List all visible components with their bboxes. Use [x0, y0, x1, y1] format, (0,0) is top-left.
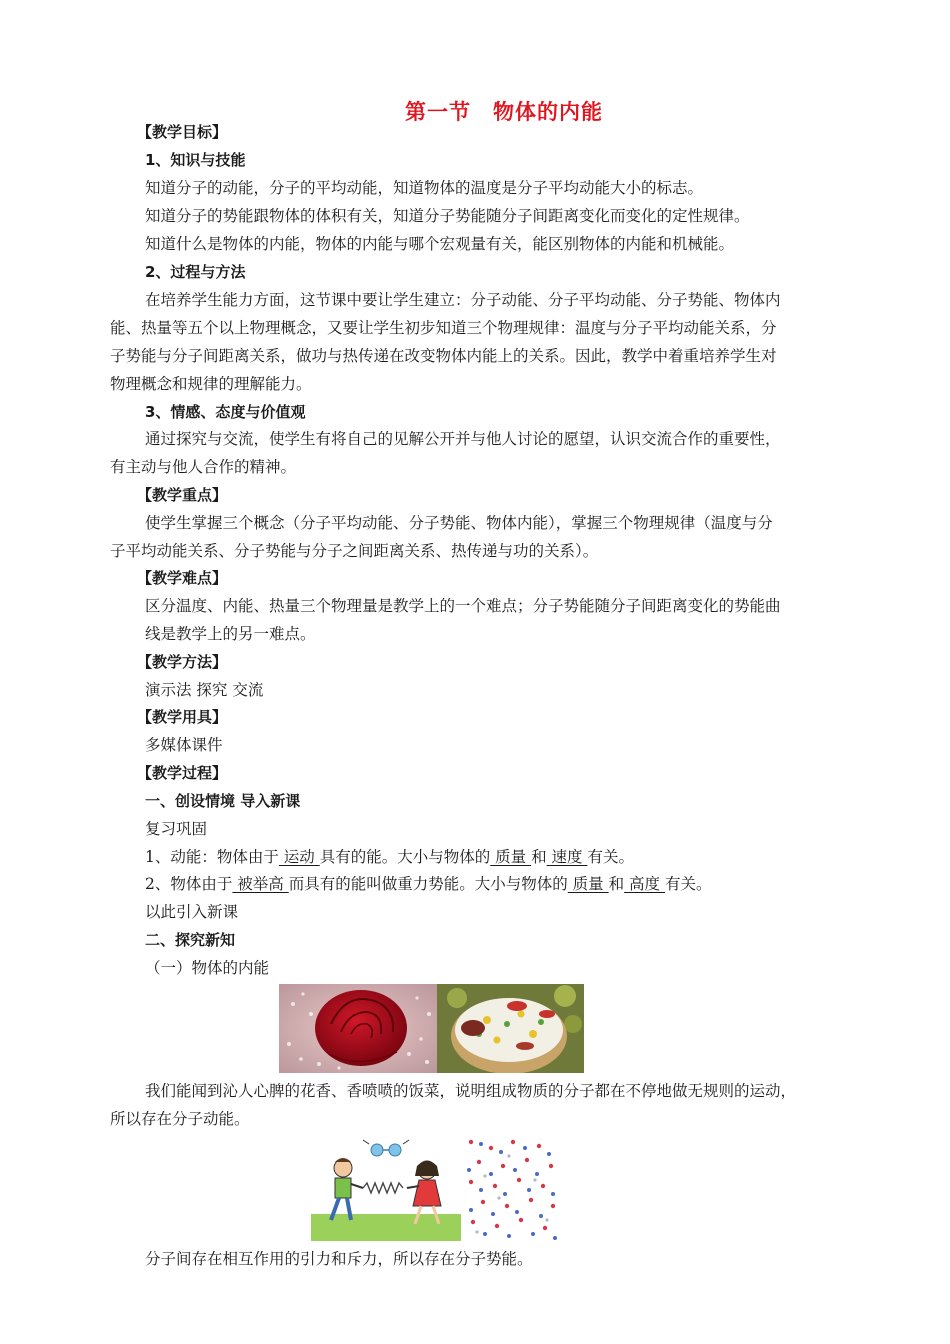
blank-answer: 被举高: [232, 875, 289, 893]
review-text: 复习巩固: [145, 820, 208, 838]
blank-answer: 质量: [490, 848, 532, 866]
review-question-2: 2、物体由于 被举高 而具有的能叫做重力势能。大小与物体的 质量 和 高度 有关。: [145, 875, 712, 893]
paragraph-line: 我们能闻到沁人心脾的花香、香喷喷的饭菜，说明组成物质的分子都在不停地做无规则的运动，: [145, 1082, 797, 1100]
review-question-1: 1、动能：物体由于 运动 具有的能。大小与物体的 质量 和 速度 有关。: [145, 848, 634, 866]
paragraph-line: 知道分子的动能，分子的平均动能，知道物体的温度是分子平均动能大小的标志。: [145, 179, 704, 197]
methods-text: 演示法 探究 交流: [145, 681, 264, 699]
paragraph-line: 所以存在分子动能。: [110, 1110, 250, 1128]
paragraph-line: 线是教学上的另一难点。: [145, 625, 316, 643]
subheading-internal-energy: （一）物体的内能: [145, 959, 270, 977]
rice-dish-image: [437, 984, 584, 1073]
intro-text: 以此引入新课: [145, 903, 239, 921]
heading-tools: 【教学用具】: [137, 708, 228, 726]
molecular-spring-illustration: [311, 1136, 461, 1241]
rose-image: [279, 984, 437, 1073]
paragraph-line: 通过探究与交流，使学生有将自己的见解公开并与他人讨论的愿望，认识交流合作的重要性，: [145, 430, 781, 448]
paragraph-line: 子势能与分子间距离关系，做功与热传递在改变物体内能上的关系。因此，教学中着重培养学生对: [110, 347, 777, 365]
blank-answer: 质量: [567, 875, 609, 893]
blank-answer: 速度: [546, 848, 588, 866]
heading-process: 【教学过程】: [137, 764, 228, 782]
page-title: 第一节 物体的内能: [405, 100, 603, 124]
molecule-dots-illustration: [465, 1136, 558, 1241]
paragraph-line: 在培养学生能力方面，这节课中要让学生建立：分子动能、分子平均动能、分子势能、物体内: [145, 291, 781, 309]
subheading-part1: 一、创设情境 导入新课: [145, 792, 301, 810]
subheading-values: 3、情感、态度与价值观: [145, 403, 306, 421]
heading-keypoints: 【教学重点】: [137, 486, 228, 504]
tools-text: 多媒体课件: [145, 736, 223, 754]
heading-objectives: 【教学目标】: [137, 123, 228, 141]
paragraph-line: 使学生掌握三个概念（分子平均动能、分子势能、物体内能），掌握三个物理规律（温度与分: [145, 514, 773, 532]
paragraph-line: 子平均动能关系、分子势能与分子之间距离关系、热传递与功的关系）。: [110, 542, 599, 560]
paragraph-line: 知道什么是物体的内能，物体的内能与哪个宏观量有关，能区别物体的内能和机械能。: [145, 235, 735, 253]
paragraph-line: 能、热量等五个以上物理概念，又要让学生初步知道三个物理规律：温度与分子平均动能关系，分: [110, 319, 777, 337]
blank-answer: 高度: [624, 875, 665, 893]
subheading-knowledge: 1、知识与技能: [145, 151, 246, 169]
heading-difficulties: 【教学难点】: [137, 569, 228, 587]
paragraph-line: 分子间存在相互作用的引力和斥力，所以存在分子势能。: [145, 1250, 533, 1268]
paragraph-line: 知道分子的势能跟物体的体积有关，知道分子势能随分子间距离变化而变化的定性规律。: [145, 207, 750, 225]
paragraph-line: 区分温度、内能、热量三个物理量是教学上的一个难点；分子势能随分子间距离变化的势能曲: [145, 597, 781, 615]
subheading-part2: 二、探究新知: [145, 931, 236, 949]
paragraph-line: 物理概念和规律的理解能力。: [110, 375, 312, 393]
subheading-process-method: 2、过程与方法: [145, 263, 246, 281]
paragraph-line: 有主动与他人合作的精神。: [110, 458, 297, 476]
blank-answer: 运动: [278, 848, 320, 866]
heading-methods: 【教学方法】: [137, 653, 228, 671]
